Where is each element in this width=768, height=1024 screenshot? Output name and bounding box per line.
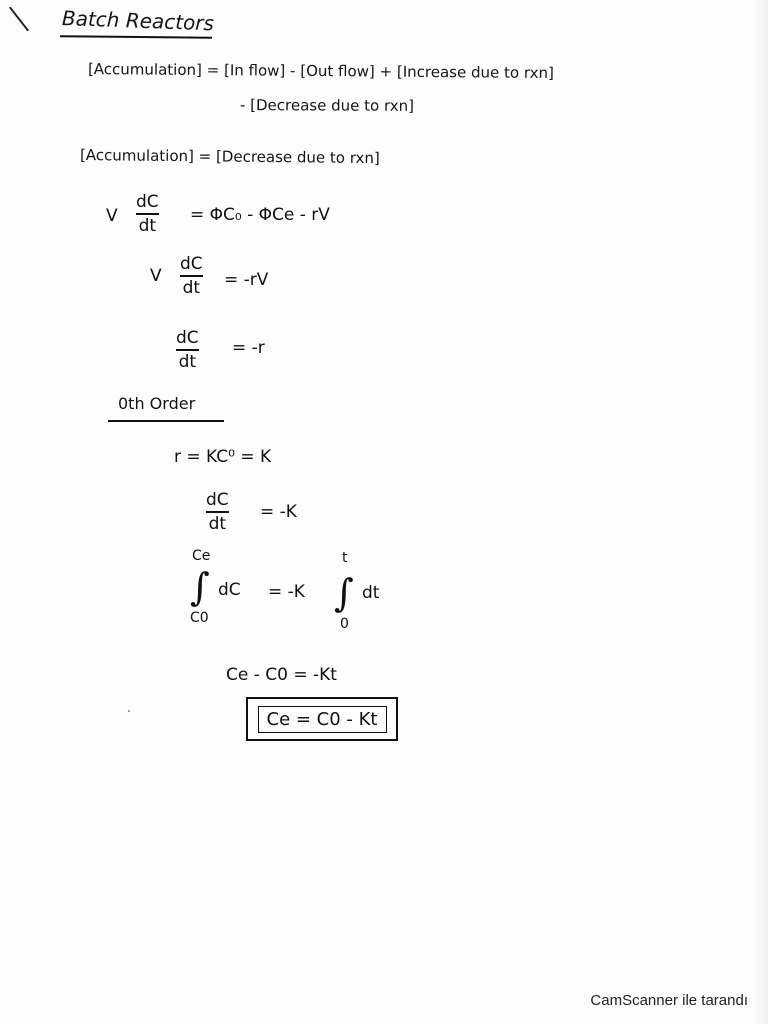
- rate-denominator: dt: [208, 514, 227, 534]
- eq2-numerator: dC: [180, 254, 203, 274]
- integral-right-sign: ∫: [334, 571, 354, 615]
- eq3-numerator: dC: [176, 328, 199, 348]
- integral-right-upper: t: [342, 550, 348, 566]
- zeroth-order-heading: 0th Order: [118, 394, 196, 413]
- balance-line-1: [Accumulation] = [In flow] - [Out flow] + [Increase due to rxn]: [87, 60, 554, 83]
- eq1-fraction: [136, 192, 159, 236]
- balance-line-3: [Accumulation] = [Decrease due to rxn]: [79, 146, 380, 168]
- eq1-fraction-bar: [136, 213, 159, 215]
- integral-left-sign: ∫: [190, 565, 210, 609]
- integral-left-upper: Ce: [192, 548, 211, 564]
- eq1-numerator: dC: [136, 192, 159, 212]
- integral-left-lower: C0: [190, 610, 209, 626]
- rate-fraction: [206, 490, 229, 534]
- eq3-denominator: dt: [178, 352, 197, 372]
- balance-line-2: - [Decrease due to rxn]: [239, 96, 415, 115]
- eq1-prefix: V: [106, 206, 118, 226]
- integrated-result: Ce - C0 = -Kt: [226, 665, 337, 685]
- rate-rhs: = -K: [260, 502, 297, 522]
- speck: [128, 710, 130, 712]
- integral-right-integrand: dt: [362, 583, 380, 603]
- eq1-rhs: = ΦC₀ - ΦCe - rV: [190, 205, 330, 225]
- page-edge-shadow: [752, 0, 768, 1024]
- eq2-prefix: V: [150, 266, 162, 286]
- rate-law: r = KC⁰ = K: [174, 447, 272, 467]
- rate-numerator: dC: [206, 490, 229, 510]
- final-result-box: [246, 697, 398, 741]
- integral-middle: = -K: [268, 582, 305, 602]
- eq2-fraction: [180, 254, 203, 298]
- scanner-watermark: CamScanner ile tarandı: [590, 992, 748, 1009]
- eq3-fraction-bar: [176, 349, 199, 351]
- zeroth-order-underline: [108, 420, 224, 422]
- eq2-rhs: = -rV: [224, 270, 269, 290]
- page-title: Batch Reactors: [61, 6, 215, 36]
- eq2-denominator: dt: [182, 278, 201, 298]
- integral-left-integrand: dC: [218, 580, 241, 600]
- eq3-rhs: = -r: [232, 338, 265, 358]
- eq1-denominator: dt: [138, 216, 157, 236]
- rate-fraction-bar: [206, 511, 229, 513]
- final-result: Ce = C0 - Kt: [258, 706, 387, 733]
- integral-right-lower: 0: [340, 616, 349, 632]
- eq2-fraction-bar: [180, 275, 203, 277]
- title-underline: [60, 35, 212, 39]
- corner-pen-mark: [9, 7, 29, 32]
- eq3-fraction: [176, 328, 199, 372]
